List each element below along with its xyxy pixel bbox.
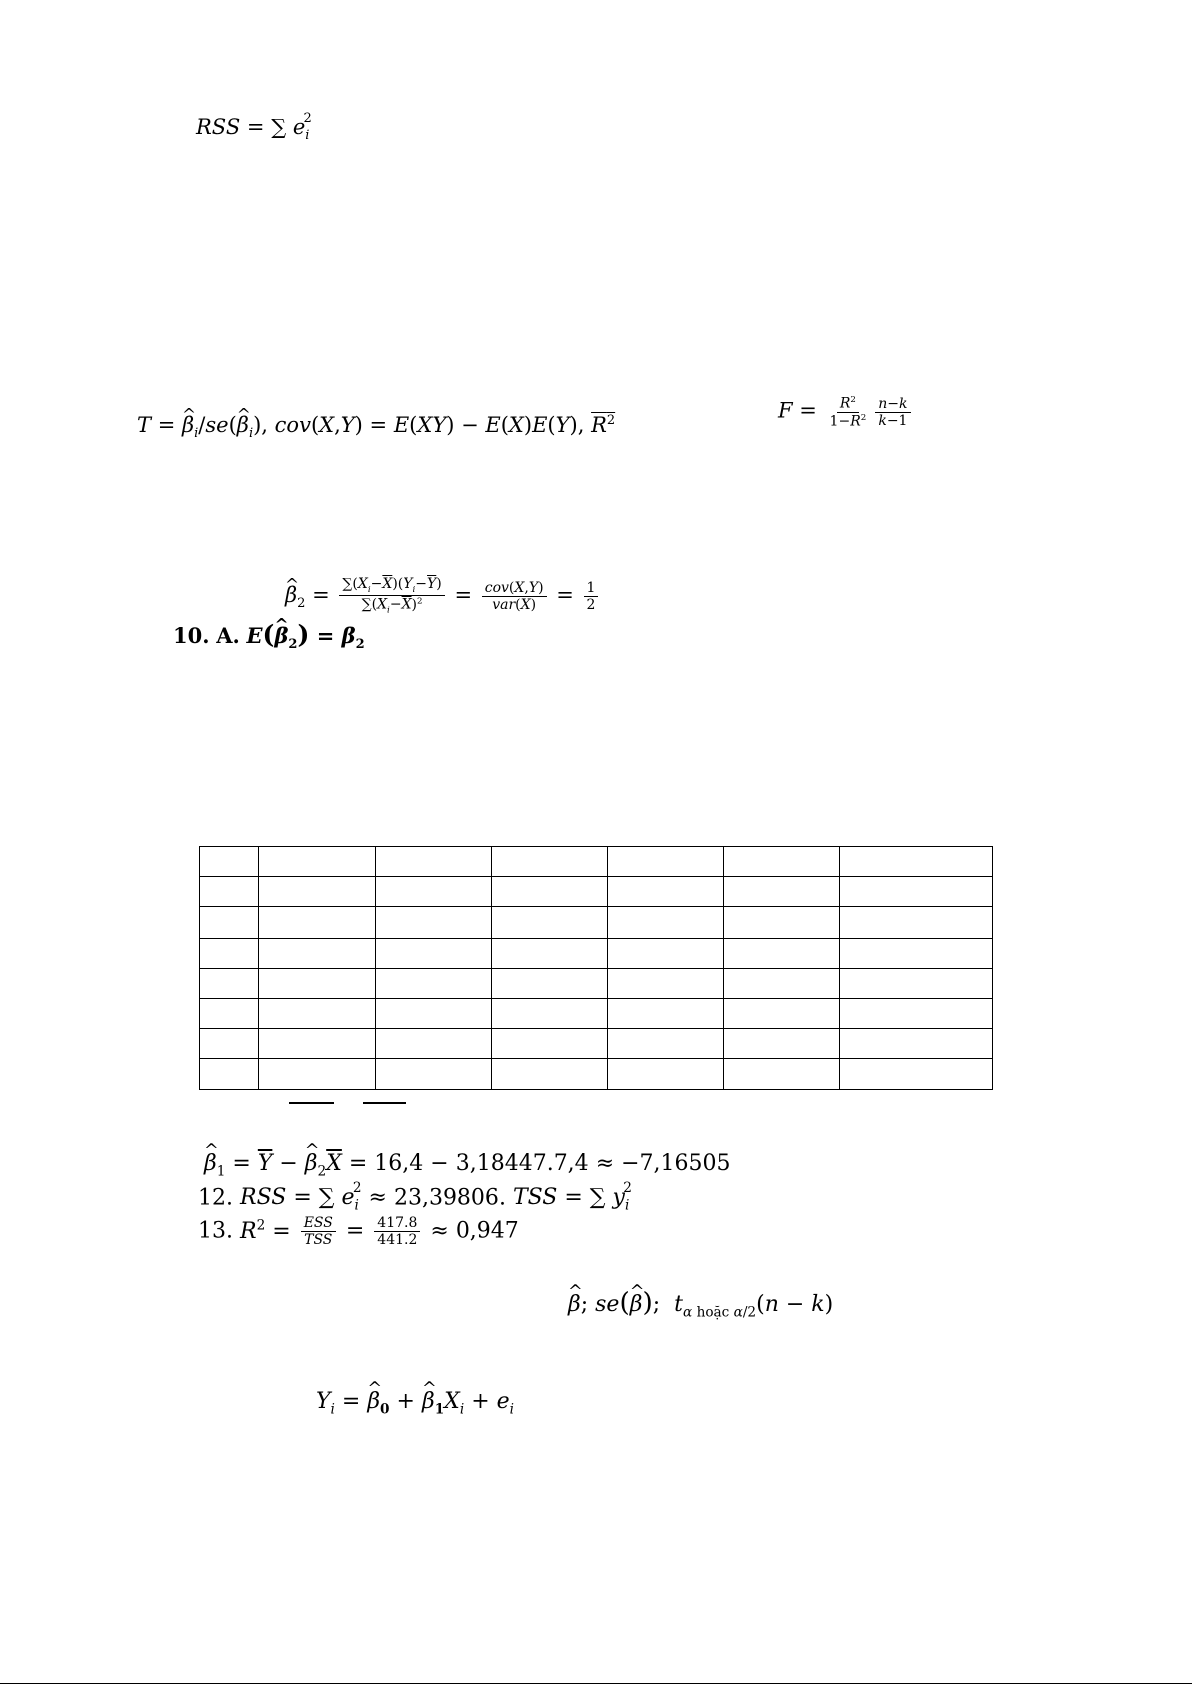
rss-formula: RSS = ∑ $e_i^2$ — [196, 111, 312, 144]
item-10-number: 10. — [173, 623, 210, 648]
t-statistic-formula: T = ^ $\beta_i/se(\^{}$ $\beta_i$), cov(X,Y) = E(XY) − E(X)E(Y), $R^2$ — [137, 414, 615, 440]
f-statistic-formula: F = $\frac{R^2}{1-R^2}$ $\frac{n-k}{k-1}$ — [778, 396, 914, 428]
ess-label: ESS — [301, 1216, 336, 1232]
table-row — [200, 907, 993, 939]
item-12: 12. RSS = ∑ $e_i^2 \approx 23,39806$. TSS = ∑ $y_i^2$ — [198, 1180, 632, 1214]
regression-model-formula: $Y_i$ = ^ $\beta_0$ + ^ $\beta_1X_i + e_i$ — [316, 1391, 514, 1417]
table-row — [200, 1059, 993, 1090]
tss-value: 441.2 — [377, 1232, 418, 1248]
data-table — [199, 846, 993, 1090]
ess-value: 417.8 — [374, 1216, 420, 1232]
item-10: 10. A. E(^ $\beta_2) = \beta_2$ — [173, 622, 365, 651]
ybar-value: 16,4 — [374, 1151, 424, 1176]
item-12-rss-value: 23,39806 — [393, 1185, 499, 1211]
table-row — [200, 847, 993, 877]
data-table-body — [200, 847, 993, 1090]
overline-stroke — [289, 1102, 334, 1104]
table-row — [200, 969, 993, 999]
item-13-r2-value: 0,947 — [455, 1218, 519, 1244]
overline-stroke — [363, 1102, 406, 1104]
beta2-times-xbar: 3,18447.7,4 — [455, 1151, 589, 1176]
beta1-result: −7,16505 — [621, 1151, 731, 1176]
confidence-formula: ^ β; se(^ β); $t_{\alpha hoặc \alpha/2}(n - k)$ — [568, 1290, 833, 1320]
beta1-formula: ^ $\beta_1 = \overline{Y}$ − ^ $\beta_2\overline{X} = 16,4 - 3,18447.7,4 \approx -7,16505$ — [204, 1153, 731, 1179]
item-13: 13. $R^2$ = $\frac{\text{ESS}}{\text{TSS}}$ = $\frac{417.8}{441.2}$ ≈ 0,947 — [198, 1215, 519, 1248]
table-row — [200, 1029, 993, 1059]
beta2-formula: ^ $\beta_2$ = $\frac{\sum(X_i-\overline{X})(Y_i-\overline{Y})}{\sum(X_i-\overline{X})^2}$ = $\frac{\text{cov(X,Y)}}{\text{var(X)}}$ = $\frac{1}{2}$ — [285, 577, 601, 616]
page-bottom-border — [0, 1683, 1192, 1684]
item-12-number: 12. — [198, 1185, 233, 1211]
hoac-text: hoặc — [696, 1304, 730, 1321]
tss-label: TSS — [304, 1232, 333, 1248]
table-row — [200, 939, 993, 969]
item-13-number: 13. — [198, 1218, 233, 1244]
table-row — [200, 999, 993, 1029]
table-row — [200, 877, 993, 907]
item-10-letter: A. — [216, 623, 240, 648]
